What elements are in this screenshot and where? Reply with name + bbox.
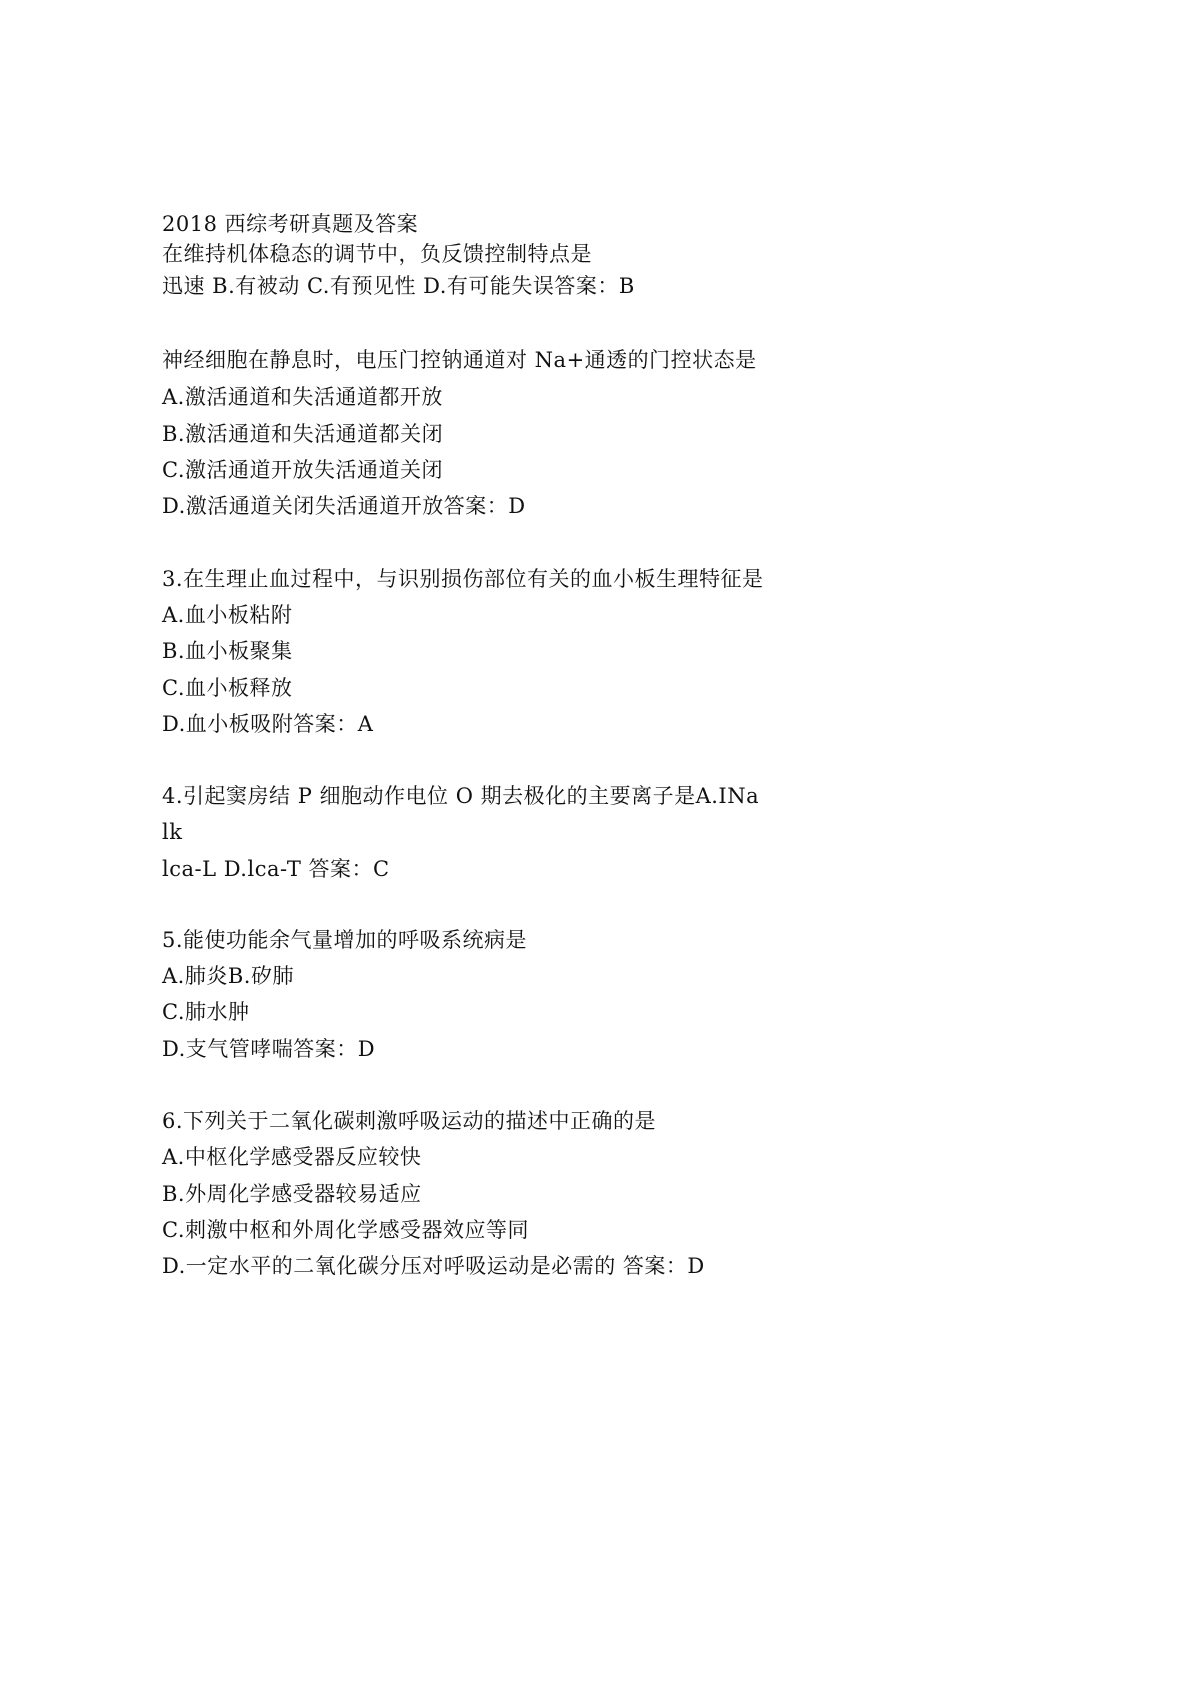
question-6-option-a: A.中枢化学感受器反应较快 (162, 1145, 422, 1169)
question-2-option-d-answer: D.激活通道关闭失活通道开放答案：D (162, 494, 526, 518)
question-3-option-d-answer: D.血小板吸附答案：A (162, 712, 374, 736)
question-6-option-d-answer: D.一定水平的二氧化碳分压对呼吸运动是必需的 答案：D (162, 1254, 705, 1278)
document-title: 2018 西综考研真题及答案 (162, 212, 419, 236)
question-4-stem: 4.引起窦房结 P 细胞动作电位 O 期去极化的主要离子是A.INa (162, 784, 760, 808)
question-1-options-answer: 迅速 B.有被动 C.有预见性 D.有可能失误答案：B (162, 274, 635, 298)
question-3-option-c: C.血小板释放 (162, 676, 293, 700)
question-2-option-a: A.激活通道和失活通道都开放 (162, 385, 443, 409)
question-5-stem: 5.能使功能余气量增加的呼吸系统病是 (162, 928, 528, 952)
question-6-option-c: C.刺激中枢和外周化学感受器效应等同 (162, 1218, 529, 1242)
question-3-option-a: A.血小板粘附 (162, 603, 293, 627)
question-2-stem: 神经细胞在静息时，电压门控钠通道对 Na+通透的门控状态是 (162, 348, 757, 372)
question-3-option-b: B.血小板聚集 (162, 639, 293, 663)
question-3-stem: 3.在生理止血过程中，与识别损伤部位有关的血小板生理特征是 (162, 567, 764, 591)
question-5-options-ab: A.肺炎B.矽肺 (162, 964, 294, 988)
question-2-option-c: C.激活通道开放失活通道关闭 (162, 458, 443, 482)
question-4-options-answer: lca-L D.lca-T 答案：C (162, 857, 390, 881)
question-5-option-d-answer: D.支气管哮喘答案：D (162, 1037, 376, 1061)
question-2-option-b: B.激活通道和失活通道都关闭 (162, 422, 444, 446)
question-6-option-b: B.外周化学感受器较易适应 (162, 1182, 422, 1206)
question-4-option-b: lk (162, 820, 183, 844)
question-1-stem: 在维持机体稳态的调节中，负反馈控制特点是 (162, 242, 592, 266)
question-6-stem: 6.下列关于二氧化碳刺激呼吸运动的描述中正确的是 (162, 1109, 657, 1133)
question-5-option-c: C.肺水肿 (162, 1000, 250, 1024)
